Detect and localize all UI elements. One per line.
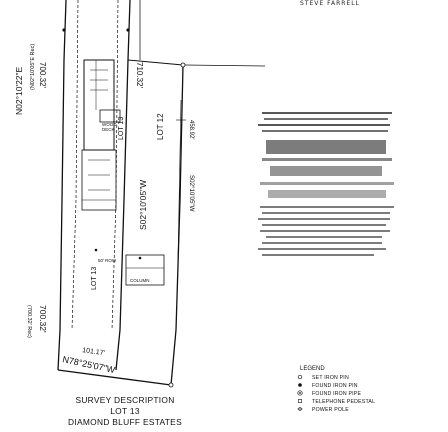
svg-text:700.32': 700.32': [38, 62, 47, 88]
label-column: [130, 278, 150, 283]
lot-inner-boundary: [116, 0, 130, 370]
label-dist-left-mid: [135, 62, 144, 88]
legend-item-found-iron-pipe: [298, 391, 362, 397]
set-iron-pin-icon: [298, 375, 302, 379]
svg-text:N78°25'07"W: N78°25'07"W: [61, 354, 117, 376]
svg-text:COLUMN: COLUMN: [130, 278, 150, 283]
house-outline: [84, 60, 114, 150]
svg-text:700.32': 700.32': [38, 305, 48, 333]
label-dist-left-lower: [38, 305, 48, 333]
label-wood-deck: [102, 122, 117, 132]
legend-item-set-iron-pin: [298, 375, 349, 381]
power-pole-icon: [298, 408, 303, 411]
svg-text:DECK: DECK: [102, 127, 115, 132]
label-lot-13-lower: [91, 267, 98, 290]
label-lot-13-top: [118, 117, 125, 140]
svg-text:710.32': 710.32': [135, 62, 144, 88]
caption-line-1: SURVEY DESCRIPTION: [75, 395, 175, 405]
label-dist-left-rec: [26, 305, 32, 338]
leader-line: [185, 65, 265, 66]
svg-text:LOT 13: LOT 13: [118, 116, 125, 140]
legend-item-telephone-pedestal: [298, 399, 375, 405]
label-dist-left-top: [38, 62, 47, 88]
svg-text:SET IRON PIN: SET IRON PIN: [312, 375, 349, 381]
svg-text:(N02°10'05"E Rec): (N02°10'05"E Rec): [30, 43, 36, 90]
label-bearing-left-record: [30, 44, 36, 90]
legend: [298, 366, 376, 413]
svg-text:101.17': 101.17': [81, 347, 106, 358]
svg-text:FOUND IRON PIPE: FOUND IRON PIPE: [312, 391, 362, 397]
telephone-pedestal-icon: [298, 399, 301, 402]
label-bearing-right-dist: [188, 120, 194, 140]
svg-text:WOOD: WOOD: [102, 122, 117, 127]
svg-text:FOUND IRON PIN: FOUND IRON PIN: [312, 383, 358, 389]
svg-text:S02°10'05"W: S02°10'05"W: [138, 179, 148, 230]
found-iron-pin-icon: [298, 383, 302, 387]
label-dist-bottom: [82, 347, 106, 357]
survey-caption: [30, 395, 220, 428]
set-iron-pin-marker: [169, 383, 173, 387]
setback-line-right: [112, 0, 118, 330]
photocopied-text-block: [258, 112, 394, 256]
label-bearing-right: [188, 175, 195, 212]
lot-left-boundary: [58, 0, 66, 370]
set-iron-pin-marker: [181, 63, 185, 67]
legend-title: LEGEND: [300, 366, 325, 372]
caption-line-2: LOT 13: [110, 406, 140, 416]
svg-text:LOT 12: LOT 12: [156, 113, 165, 140]
legend-item-found-iron-pin: [298, 383, 358, 389]
label-lot-12: [156, 113, 165, 140]
garage-outline: [82, 150, 116, 210]
label-porch: [98, 258, 117, 263]
signature: STEVE FARRELL: [300, 0, 360, 7]
svg-text:(700.32' Rec): (700.32' Rec): [26, 305, 32, 338]
svg-text:POWER POLE: POWER POLE: [312, 407, 349, 413]
caption-line-3: DIAMOND BLUFF ESTATES: [68, 417, 182, 427]
found-iron-pin-marker: [95, 249, 98, 252]
svg-text:458.92': 458.92': [188, 120, 194, 140]
svg-text:LOT 13: LOT 13: [91, 266, 98, 290]
label-bearing-vertical: [138, 180, 148, 230]
lot-right-boundary: [171, 65, 183, 385]
svg-text:N02°10'22"E: N02°10'22"E: [14, 66, 24, 115]
found-iron-pin-marker: [126, 28, 129, 31]
setback-line-left: [72, 0, 78, 330]
svg-text:TELEPHONE PEDESTAL: TELEPHONE PEDESTAL: [312, 399, 376, 405]
found-iron-pin-marker: [139, 257, 142, 260]
label-bearing-left-mid: [14, 66, 24, 115]
svg-text:50' ROW: 50' ROW: [98, 258, 117, 263]
legend-item-power-pole: [298, 407, 350, 413]
found-iron-pin-marker: [62, 28, 65, 31]
svg-text:S02°10'05"W: S02°10'05"W: [188, 175, 195, 212]
